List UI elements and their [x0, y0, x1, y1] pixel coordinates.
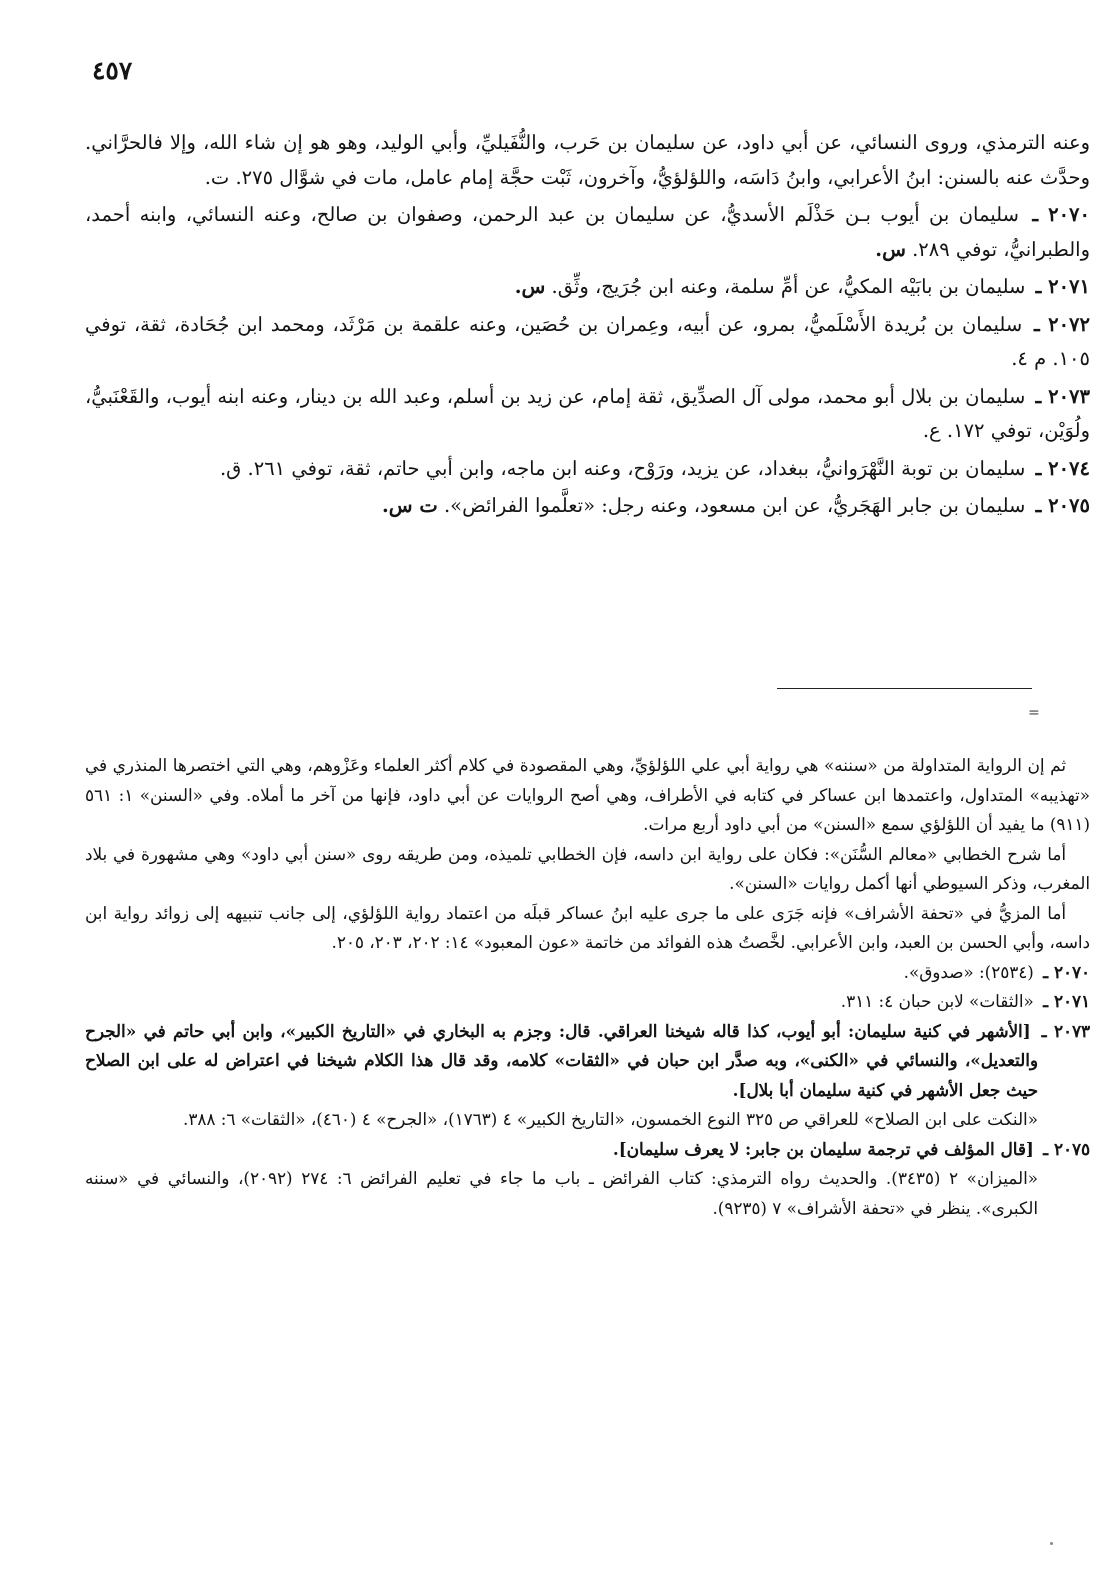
- entry-text: سليمان بن أيوب بـن حَذْلَم الأسديُّ، عن سليمان بن عبد الرحمن، وصفوان بن صالح، وعنه النسائي، وابنه أحمد، والطبرانيُّ، توفي ٢٨٩.: [85, 203, 1090, 261]
- entry-number: ٢٠٧٠ ـ: [1032, 203, 1090, 226]
- entry-2074: [85, 452, 1090, 487]
- entry-code: ت س.: [382, 494, 438, 517]
- footnote-number: ٢٠٧١ ـ: [1043, 991, 1090, 1011]
- entry-number: ٢٠٧٣ ـ: [1035, 384, 1090, 408]
- entry-number: ٢٠٧٤ ـ: [1035, 456, 1090, 480]
- footnote-2071: [85, 987, 1090, 1017]
- footnote-number: ٢٠٧٠ ـ: [1043, 961, 1090, 982]
- entry-number: ٢٠٧٥ ـ: [1035, 494, 1090, 517]
- entry-code: س.: [514, 275, 546, 298]
- entry-code: س.: [875, 237, 906, 261]
- entry-2072: [85, 308, 1090, 377]
- intro-paragraph: وعنه الترمذي، وروى النسائي، عن أبي داود، عن سليمان بن حَرب، والنُّفَيليِّ، وأبي الوليد، وهو هو إن شاء الله، وإلا فالحرَّاني. وحدَّث عنه بالسنن: ابنُ الأعرابي، وابنُ دَاسَه، واللؤلؤيُّ، وآخرون، ثَبْت حجَّة إمام عامل، مات في شوَّال ٢٧٥. ت.: [85, 131, 1090, 189]
- footnote-continued-1: ثم إن الرواية المتداولة من «سننه» هي رواية أبي علي اللؤلؤيِّ، وهي المقصودة في كلام أكثر العلماء وعَزْوهم، وهي التي اختصرها المنذري في «تهذيبه» المتداول، واعتمدها ابن عساكر في كتابه في الأطراف، وهي أصح الروايات عن أبي داود، فإنها من آخر ما أملاه. وفي «السنن» ١: ٥٦١ (٩١١) ما يفيد أن اللؤلؤي سمع «السنن» من أبي داود أربع مرات.: [85, 755, 1090, 834]
- footnote-2073-reference: «النكت على ابن الصلاح» للعراقي ص ٣٢٥ النوع الخمسون، «التاريخ الكبير» ٤ (١٧٦٣)، «الجرح» ٤ (٤٦٠)، «الثقات» ٦: ٣٨٨.: [182, 1109, 1038, 1129]
- entry-text: سليمان بن بابَيْه المكيُّ، عن أمِّ سلمة، وعنه ابن جُرَيج، وثِّق.: [551, 275, 1026, 298]
- entry-text: سليمان بن جابر الهَجَريُّ، عن ابن مسعود، وعنه رجل: «تعلَّموا الفرائض».: [443, 494, 1026, 517]
- page-number: ٤٥٧: [92, 56, 133, 85]
- scan-dot: [1050, 1542, 1053, 1545]
- footnote-text: (٢٥٣٤): «صدوق».: [903, 961, 1034, 982]
- footnote-2075: [85, 1135, 1090, 1165]
- footnote-number: ٢٠٧٣ ـ: [1041, 1020, 1090, 1041]
- entry-2070: [85, 198, 1090, 267]
- main-text: [85, 126, 1090, 527]
- entry-2071: [85, 270, 1090, 305]
- footnote-continuation-mark: =: [1028, 705, 1040, 721]
- footnote-2073: [85, 1017, 1090, 1106]
- entry-text: سليمان بن بُريدة الأَسْلَميُّ، بمرو، عن أبيه، وعِمران بن حُصَين، وعنه علقمة بن مَرْثَد، ومحمد ابن جُحَادة، ثقة، توفي ١٠٥. م ٤.: [85, 312, 1090, 370]
- entry-number: ٢٠٧٢ ـ: [1034, 312, 1091, 336]
- footnote-number: ٢٠٧٥ ـ: [1043, 1138, 1090, 1159]
- footnote-text: [الأشهر في كنية سليمان: أبو أيوب، كذا قاله شيخنا العراقي. قال: وجزم به البخاري في «التاريخ الكبير»، وابن أبي حاتم في «الجرح والتعديل»، والنسائي في «الكنى»، وبه صدَّر ابن حبان في «الثقات» كلامه، وقد قال هذا الكلام شيخنا في اعتراض له على ابن الصلاح حيث جعل الأشهر في كنية سليمان أبا بلال].: [85, 1020, 1038, 1100]
- footnotes: [85, 751, 1090, 1223]
- footnote-continued-3: أما المزيُّ في «تحفة الأشراف» فإنه جَرَى على ما جرى عليه ابنُ عساكر قبلَه من اعتماد رواية اللؤلؤي، إلى جانب تنبيهه إلى زوائد رواية ابن داسه، وأبي الحسن بن العبد، وابن الأعرابي. لخَّصتُ هذه الفوائد من خاتمة «عون المعبود» ١٤: ٢٠٢، ٢٠٣، ٢٠٥.: [85, 902, 1090, 952]
- entry-text: سليمان بن توبة النَّهْرَوانيُّ، ببغداد، عن يزيد، ورَوْح، وعنه ابن ماجه، وابن أبي حاتم، ثقة، توفي ٢٦١. ق.: [219, 456, 1026, 480]
- entry-2073: [85, 380, 1090, 449]
- footnote-separator: [777, 688, 1032, 689]
- footnote-text: «الثقات» لابن حبان ٤: ٣١١.: [840, 991, 1034, 1011]
- entry-2075: [85, 489, 1090, 524]
- footnote-continued-2: أما شرح الخطابي «معالم السُّنَن»: فكان على رواية ابن داسه، فإن الخطابي تلميذه، ومن طريقه روى «سنن أبي داود» وهي مشهورة في بلاد المغرب، وذكر السيوطي أنها أكمل روايات «السنن».: [85, 843, 1090, 893]
- footnote-2070: [85, 958, 1090, 988]
- footnote-text: [قال المؤلف في ترجمة سليمان بن جابر: لا يعرف سليمان].: [612, 1138, 1034, 1159]
- entry-number: ٢٠٧١ ـ: [1035, 275, 1090, 298]
- footnote-2075-reference: «الميزان» ٢ (٣٤٣٥). والحديث رواه الترمذي: كتاب الفرائض ـ باب ما جاء في تعليم الفرائض ٦: ٢٧٤ (٢٠٩٢)، والنسائي في «سننه الكبرى». ينظر في «تحفة الأشراف» ٧ (٩٢٣٥).: [85, 1168, 1038, 1218]
- entry-text: سليمان بن بلال أبو محمد، مولى آل الصدِّيق، ثقة إمام، عن زيد بن أسلم، وعبد الله بن دينار، وعنه ابنه أيوب، والقَعْنَبيُّ، ولُوَيْن، توفي ١٧٢. ع.: [85, 384, 1090, 442]
